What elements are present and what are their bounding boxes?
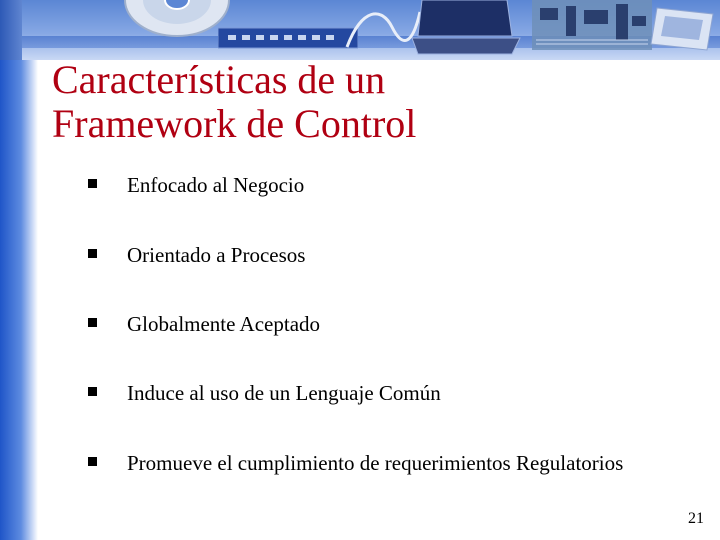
square-bullet-icon (88, 457, 97, 466)
title-line-2: Framework de Control (52, 101, 417, 146)
cd-disc-icon (122, 0, 232, 40)
slide-title (52, 58, 672, 146)
square-bullet-icon (88, 318, 97, 327)
bullet-text: Induce al uso de un Lenguaje Común (127, 381, 441, 405)
page-number: 21 (688, 510, 704, 527)
laptop-icon (412, 0, 522, 58)
title-line-1: Características de un (52, 57, 386, 102)
network-switch-icon (218, 26, 358, 50)
left-decorative-band (0, 0, 38, 540)
square-bullet-icon (88, 387, 97, 396)
square-bullet-icon (88, 179, 97, 188)
bullet-text: Promueve el cumplimiento de requerimientos Regulatorios (127, 451, 624, 475)
bullet-text: Enfocado al Negocio (127, 173, 305, 197)
circuit-board-icon (532, 0, 652, 52)
cable-icon (342, 2, 422, 52)
header-image-band (22, 0, 720, 60)
bullet-text: Orientado a Procesos (127, 243, 306, 267)
device-icon (647, 4, 717, 54)
bullet-text: Globalmente Aceptado (127, 312, 321, 336)
square-bullet-icon (88, 249, 97, 258)
